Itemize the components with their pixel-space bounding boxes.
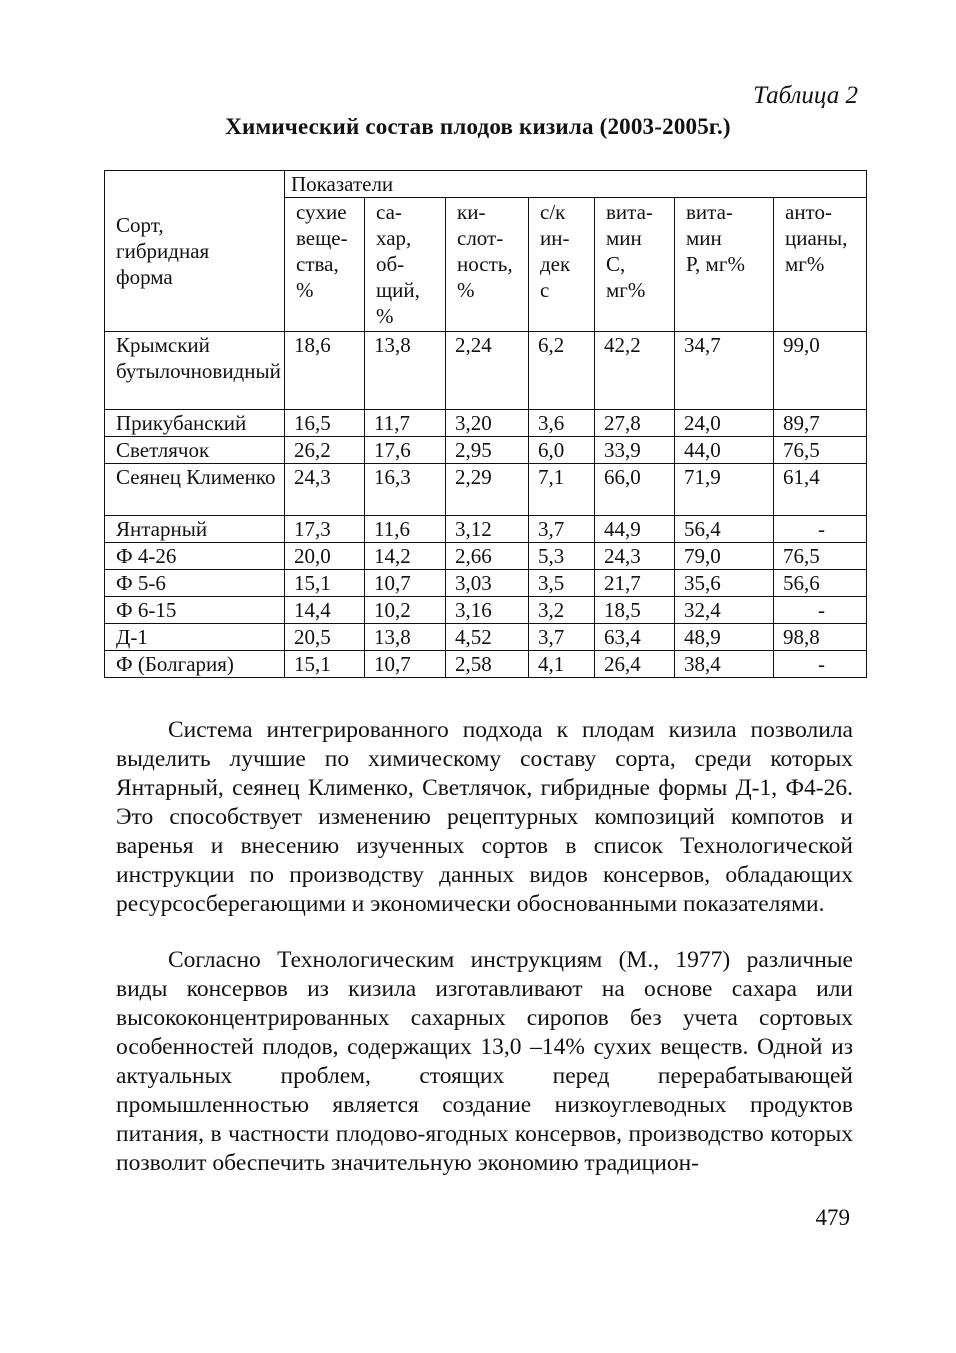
column-header-variety	[105, 171, 285, 332]
table-cell: 21,7	[595, 570, 675, 597]
table-cell: -	[774, 597, 867, 624]
table-cell: 17,6	[365, 437, 446, 464]
table-cell: 7,1	[529, 464, 595, 516]
table-cell: 44,0	[675, 437, 774, 464]
table-cell: 3,2	[529, 597, 595, 624]
table-cell: 2,95	[446, 437, 529, 464]
header-line: С,	[606, 252, 626, 276]
variety-name: Крымский бутылочновидный	[105, 332, 285, 410]
header-line: с/к	[540, 200, 566, 224]
table-cell: 34,7	[675, 332, 774, 410]
header-line: вита-	[606, 200, 653, 224]
header-line: гибридная	[116, 239, 210, 263]
table-label: Таблица 2	[753, 82, 858, 109]
header-line: мг%	[606, 278, 646, 302]
header-line: сухие	[296, 200, 347, 224]
table-row	[105, 651, 867, 678]
table-cell: 2,24	[446, 332, 529, 410]
table-cell: 10,2	[365, 597, 446, 624]
variety-name: Ф 5-6	[105, 570, 285, 597]
header-line: ства,	[296, 252, 339, 276]
variety-name: Янтарный	[105, 516, 285, 543]
header-line: мг%	[785, 252, 825, 276]
table-cell: 24,0	[675, 410, 774, 437]
header-line: щий,	[376, 278, 420, 302]
table-cell: 44,9	[595, 516, 675, 543]
table-cell: 10,7	[365, 570, 446, 597]
table-cell: 76,5	[774, 543, 867, 570]
header-line: %	[296, 278, 314, 302]
header-line: форма	[116, 265, 173, 289]
table-cell: 4,1	[529, 651, 595, 678]
table-cell: 11,7	[365, 410, 446, 437]
table-cell: 5,3	[529, 543, 595, 570]
column-header	[365, 198, 446, 332]
table-cell: 3,16	[446, 597, 529, 624]
table-cell: -	[774, 651, 867, 678]
table-cell: 26,2	[285, 437, 365, 464]
variety-name: Д-1	[105, 624, 285, 651]
table-cell: 2,29	[446, 464, 529, 516]
header-line: %	[457, 278, 475, 302]
table-cell: 3,03	[446, 570, 529, 597]
column-group-indicators: Показатели	[285, 171, 867, 198]
variety-name: Ф (Болгария)	[105, 651, 285, 678]
header-line: цианы,	[785, 226, 848, 250]
header-line: ин-	[540, 226, 570, 250]
variety-name: Сеянец Клименко	[105, 464, 285, 516]
table-cell: 16,3	[365, 464, 446, 516]
table-cell: 14,2	[365, 543, 446, 570]
column-header	[774, 198, 867, 332]
variety-name: Ф 6-15	[105, 597, 285, 624]
header-line: %	[376, 304, 394, 328]
header-line: об-	[376, 252, 405, 276]
table-cell: 6,2	[529, 332, 595, 410]
column-header	[529, 198, 595, 332]
table-cell: 56,4	[675, 516, 774, 543]
table-row	[105, 624, 867, 651]
table-cell: 89,7	[774, 410, 867, 437]
table-cell: 16,5	[285, 410, 365, 437]
table-cell: 61,4	[774, 464, 867, 516]
table-cell: 14,4	[285, 597, 365, 624]
paragraph-2: Согласно Технологическим инструкциям (М., 1977) различные виды консервов из кизила изготавливают на основе сахара или высококонцентрированных сахарных сиропов без учета сортовых особенностей плодов, содержащих 13,0 –14% сухих веществ. Одной из актуальных проблем, стоящих перед перерабатывающей промышленностью является создание низкоуглеводных продуктов питания, в частности плодово-ягодных консервов, производство которых позволит обеспечить значительную экономию традицион-	[116, 947, 853, 1176]
header-line: анто-	[785, 200, 832, 224]
table-cell: 20,5	[285, 624, 365, 651]
table-cell: 66,0	[595, 464, 675, 516]
header-line: Р, мг%	[686, 252, 745, 276]
table-cell: 79,0	[675, 543, 774, 570]
header-line: Сорт,	[116, 213, 164, 237]
table-cell: 2,66	[446, 543, 529, 570]
table-cell: 15,1	[285, 651, 365, 678]
header-line: вита-	[686, 200, 733, 224]
variety-name: Ф 4-26	[105, 543, 285, 570]
table-cell: 4,52	[446, 624, 529, 651]
table-row	[105, 437, 867, 464]
variety-name: Прикубанский	[105, 410, 285, 437]
table-cell: 42,2	[595, 332, 675, 410]
table-cell: 2,58	[446, 651, 529, 678]
header-line: с	[540, 278, 550, 302]
table-cell: 20,0	[285, 543, 365, 570]
table-cell: 13,8	[365, 624, 446, 651]
table-cell: 32,4	[675, 597, 774, 624]
header-line: са-	[376, 200, 402, 224]
table-cell: 63,4	[595, 624, 675, 651]
table-row	[105, 516, 867, 543]
table-cell: 3,7	[529, 624, 595, 651]
header-line: хар,	[376, 226, 412, 250]
header-line: мин	[606, 226, 642, 250]
table-cell: 33,9	[595, 437, 675, 464]
variety-name: Светлячок	[105, 437, 285, 464]
table-cell: 3,7	[529, 516, 595, 543]
header-line: ки-	[457, 200, 486, 224]
table-row	[105, 597, 867, 624]
table-cell: 48,9	[675, 624, 774, 651]
table-cell: 26,4	[595, 651, 675, 678]
table-cell: 3,20	[446, 410, 529, 437]
column-header	[446, 198, 529, 332]
table-row	[105, 410, 867, 437]
table-cell: 13,8	[365, 332, 446, 410]
column-header	[285, 198, 365, 332]
table-cell: -	[774, 516, 867, 543]
table-cell: 3,5	[529, 570, 595, 597]
table-cell: 98,8	[774, 624, 867, 651]
header-line: веще-	[296, 226, 348, 250]
table-cell: 56,6	[774, 570, 867, 597]
table-cell: 3,12	[446, 516, 529, 543]
table-cell: 11,6	[365, 516, 446, 543]
table-cell: 76,5	[774, 437, 867, 464]
table-title: Химический состав плодов кизила (2003-2005г.)	[225, 114, 731, 139]
table-row	[105, 332, 867, 410]
paragraph-1: Система интегрированного подхода к плодам кизила позволила выделить лучшие по химическому составу сорта, среди которых Янтарный, сеянец Клименко, Светлячок, гибридные формы Д-1, Ф4-26. Это способствует изменению рецептурных композиций компотов и варенья и внесению изученных сортов в список Технологической инструкции по производству данных видов консервов, обладающих ресурсосберегающими и экономически обоснованными показателями.	[116, 717, 853, 917]
table-cell: 17,3	[285, 516, 365, 543]
header-line: ность,	[457, 252, 513, 276]
table-cell: 27,8	[595, 410, 675, 437]
header-line: мин	[686, 226, 722, 250]
column-header	[595, 198, 675, 332]
table-cell: 24,3	[595, 543, 675, 570]
table-cell: 18,6	[285, 332, 365, 410]
table-row	[105, 464, 867, 516]
table-cell: 24,3	[285, 464, 365, 516]
table-cell: 99,0	[774, 332, 867, 410]
table-cell: 10,7	[365, 651, 446, 678]
table-cell: 71,9	[675, 464, 774, 516]
chemical-composition-table	[104, 170, 867, 678]
table-cell: 15,1	[285, 570, 365, 597]
column-header	[675, 198, 774, 332]
table-row	[105, 570, 867, 597]
table-cell: 38,4	[675, 651, 774, 678]
table-cell: 3,6	[529, 410, 595, 437]
table-cell: 6,0	[529, 437, 595, 464]
page-number: 479	[815, 1205, 850, 1230]
header-line: дек	[540, 252, 571, 276]
table-cell: 18,5	[595, 597, 675, 624]
header-line: слот-	[457, 226, 504, 250]
table-row	[105, 543, 867, 570]
table-cell: 35,6	[675, 570, 774, 597]
